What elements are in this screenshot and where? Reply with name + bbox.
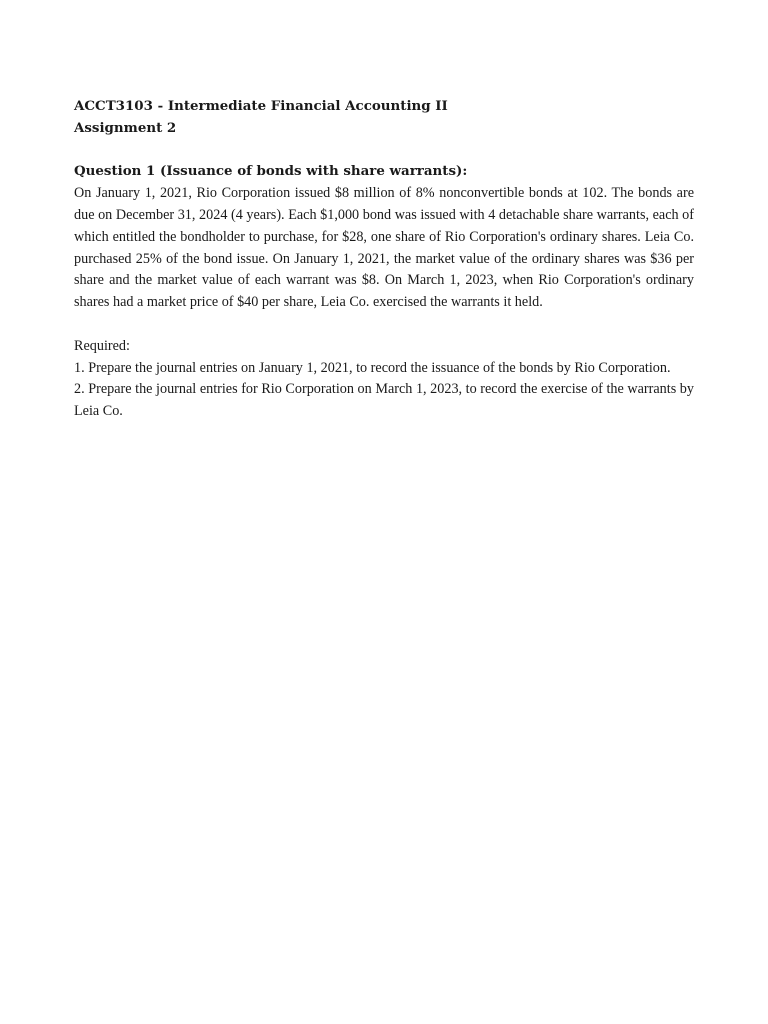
required-item-2: 2. Prepare the journal entries for Rio Corporation on March 1, 2023, to record the exercise of the warrants by Leia Co. bbox=[74, 381, 694, 420]
required-item-1: 1. Prepare the journal entries on January 1, 2021, to record the issuance of the bonds by Rio Corporation. bbox=[74, 359, 671, 376]
question-heading: Question 1 (Issuance of bonds with share warrants): bbox=[74, 163, 468, 180]
document-content bbox=[74, 96, 694, 423]
required-label: Required: bbox=[74, 337, 130, 354]
spacer bbox=[74, 140, 694, 162]
spacer bbox=[74, 314, 694, 336]
course-title: ACCT3103 - Intermediate Financial Accounting II bbox=[74, 98, 448, 114]
question-body: On January 1, 2021, Rio Corporation issued $8 million of 8% nonconvertible bonds at 102. The bonds are due on December 31, 2024 (4 years). Each $1,000 bond was issued with 4 detachable share warrants, each of which entitled the bondholder to purchase, for $28, one share of Rio Corporation's ordinary shares. Leia Co. purchased 25% of the bond issue. On January 1, 2021, the market value of the ordinary shares was $36 per share and the market value of each warrant was $8. On March 1, 2023, when Rio Corporation's ordinary shares had a market price of $40 per share, Leia Co. exercised the warrants it held. bbox=[74, 185, 694, 311]
assignment-title: Assignment 2 bbox=[74, 119, 177, 136]
